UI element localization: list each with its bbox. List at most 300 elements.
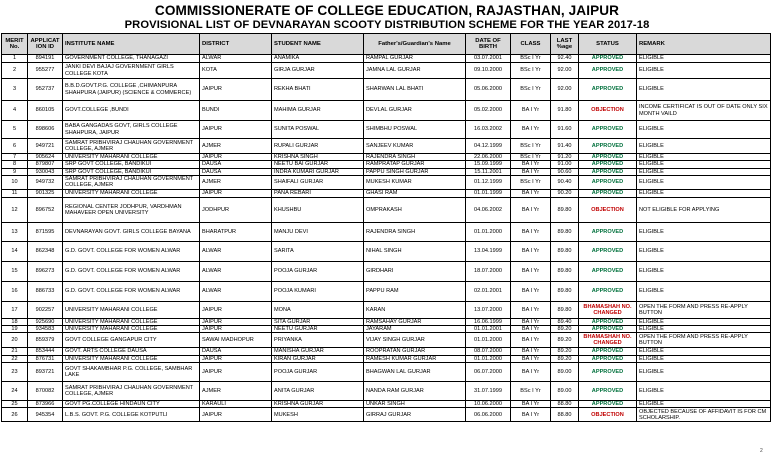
student-name-cell: SITA GURJAR <box>272 318 364 325</box>
remark-cell: ELIGIBLE <box>637 382 771 401</box>
dob-cell: 01.01.2001 <box>466 326 511 333</box>
table-row <box>2 301 771 318</box>
class-cell: BA I Yr <box>511 261 551 281</box>
class-cell: BA I Yr <box>511 408 551 422</box>
application-id-cell: 905624 <box>28 154 63 161</box>
merit-cell: 2 <box>2 63 28 79</box>
status-cell: APPROVED <box>579 154 637 161</box>
class-cell: BA I Yr <box>511 222 551 241</box>
application-id-cell: 893721 <box>28 363 63 382</box>
class-cell: BA I Yr <box>511 363 551 382</box>
last-percentage-cell: 89.20 <box>551 348 579 355</box>
remark-cell: ELIGIBLE <box>637 326 771 333</box>
remark-cell: ELIGIBLE <box>637 348 771 355</box>
dob-cell: 01.01.2000 <box>466 355 511 362</box>
remark-cell: INCOME CERTIFICAT IS OUT OF DATE ONLY SIX MONTH VAILD <box>637 101 771 121</box>
status-cell: APPROVED <box>579 222 637 241</box>
col-header-last-percentage: LAST %age <box>551 34 579 55</box>
class-cell: BA I Yr <box>511 301 551 318</box>
institute-cell: B.B.D.GOVT.P.G. COLLEGE ,CHIMANPURA SHAHPURA (JAIPUR) (SCIENCE & COMMERCE) <box>63 79 200 101</box>
student-name-cell: KRISHNA SINGH <box>272 154 364 161</box>
col-header-application-id: APPLICAT ION ID <box>28 34 63 55</box>
guardian-name-cell: GIRDHARI <box>364 261 466 281</box>
merit-list-table <box>1 33 771 422</box>
district-cell: BHARATPUR <box>200 222 272 241</box>
class-cell: BA I Yr <box>511 161 551 168</box>
guardian-name-cell: UNKAR SINGH <box>364 401 466 408</box>
last-percentage-cell: 89.80 <box>551 222 579 241</box>
dob-cell: 10.06.2000 <box>466 401 511 408</box>
merit-cell: 11 <box>2 189 28 197</box>
last-percentage-cell: 89.20 <box>551 333 579 348</box>
merit-cell: 16 <box>2 281 28 301</box>
status-cell: APPROVED <box>579 281 637 301</box>
col-header-class: CLASS <box>511 34 551 55</box>
student-name-cell: POOJA GURJAR <box>272 363 364 382</box>
institute-cell: G.D. GOVT. COLLEGE FOR WOMEN ALWAR <box>63 281 200 301</box>
guardian-name-cell: RAMPRATAP GURJAR <box>364 161 466 168</box>
district-cell: JAIPUR <box>200 363 272 382</box>
institute-cell: SRP GOVT COLLEGE, BANDIKUI <box>63 168 200 175</box>
merit-cell: 19 <box>2 326 28 333</box>
remark-cell: ELIGIBLE <box>637 241 771 261</box>
dob-cell: 01.01.2000 <box>466 333 511 348</box>
last-percentage-cell: 89.00 <box>551 363 579 382</box>
table-row <box>2 55 771 63</box>
institute-cell: G.D. GOVT. COLLEGE FOR WOMEN ALWAR <box>63 261 200 281</box>
district-cell: DAUSA <box>200 168 272 175</box>
student-name-cell: INDRA KUMARI GURJAR <box>272 168 364 175</box>
district-cell: BUNDI <box>200 101 272 121</box>
status-cell: BHAMASHAH NO. CHANGED <box>579 301 637 318</box>
district-cell: KARAULI <box>200 401 272 408</box>
student-name-cell: POOJA KUMARI <box>272 281 364 301</box>
last-percentage-cell: 91.40 <box>551 139 579 154</box>
last-percentage-cell: 91.80 <box>551 101 579 121</box>
status-cell: APPROVED <box>579 139 637 154</box>
class-cell: BA I Yr <box>511 168 551 175</box>
district-cell: ALWAR <box>200 241 272 261</box>
table-row <box>2 79 771 101</box>
table-row <box>2 222 771 241</box>
institute-cell: JANKI DEVI BAJAJ GOVERNMENT GIRLS COLLEGE KOTA <box>63 63 200 79</box>
remark-cell: OBJECTED BECAUSE OF AFFIDAVIT IS FOR CM SCHOLARSHIP. <box>637 408 771 422</box>
remark-cell: NOT ELIGIBLE FOR APPLYING <box>637 197 771 222</box>
district-cell: DAUSA <box>200 161 272 168</box>
status-cell: APPROVED <box>579 401 637 408</box>
merit-cell: 8 <box>2 161 28 168</box>
application-id-cell: 898606 <box>28 121 63 139</box>
last-percentage-cell: 89.20 <box>551 355 579 362</box>
class-cell: BSc I Yr <box>511 382 551 401</box>
remark-cell: ELIGIBLE <box>637 355 771 362</box>
page-subtitle: PROVISIONAL LIST OF DEVNARAYAN SCOOTY DISTRIBUTION SCHEME FOR THE YEAR 2017-18 <box>124 19 650 31</box>
table-row <box>2 154 771 161</box>
last-percentage-cell: 89.00 <box>551 382 579 401</box>
guardian-name-cell: GHASI RAM <box>364 189 466 197</box>
status-cell: BHAMASHAH NO. CHANGED <box>579 333 637 348</box>
student-name-cell: NEETU BAI GURJAR <box>272 161 364 168</box>
status-cell: APPROVED <box>579 355 637 362</box>
class-cell: BA I Yr <box>511 241 551 261</box>
application-id-cell: 870082 <box>28 382 63 401</box>
remark-cell: ELIGIBLE <box>637 222 771 241</box>
dob-cell: 31.07.1999 <box>466 382 511 401</box>
guardian-name-cell: NANDA RAM GURJAR <box>364 382 466 401</box>
application-id-cell: 886733 <box>28 281 63 301</box>
merit-cell: 9 <box>2 168 28 175</box>
table-row <box>2 175 771 189</box>
guardian-name-cell: DEVLAL GURJAR <box>364 101 466 121</box>
application-id-cell: 879807 <box>28 161 63 168</box>
table-row <box>2 63 771 79</box>
application-id-cell: 955277 <box>28 63 63 79</box>
district-cell: JAIPUR <box>200 408 272 422</box>
class-cell: BSc I Yr <box>511 139 551 154</box>
student-name-cell: SHAIFALI GURJAR <box>272 175 364 189</box>
dob-cell: 06.06.2000 <box>466 408 511 422</box>
class-cell: BSc I Yr <box>511 79 551 101</box>
student-name-cell: PRIYANKA <box>272 333 364 348</box>
student-name-cell: SARITA <box>272 241 364 261</box>
remark-cell: ELIGIBLE <box>637 168 771 175</box>
page-number: 2 <box>760 448 763 454</box>
district-cell: ALWAR <box>200 261 272 281</box>
dob-cell: 05.06.2000 <box>466 79 511 101</box>
remark-cell: OPEN THE FORM AND PRESS RE-APPLY BUTTON <box>637 333 771 348</box>
student-name-cell: MUKESH <box>272 408 364 422</box>
table-row <box>2 408 771 422</box>
table-row <box>2 168 771 175</box>
dob-cell: 22.06.2000 <box>466 154 511 161</box>
application-id-cell: 934583 <box>28 326 63 333</box>
institute-cell: UNIVERSITY MAHARANI COLLEGE <box>63 355 200 362</box>
guardian-name-cell: OMPRAKASH <box>364 197 466 222</box>
guardian-name-cell: BHAGWAN LAL GURJAR <box>364 363 466 382</box>
institute-cell: L.B.S. GOVT. P.G. COLLEGE KOTPUTLI <box>63 408 200 422</box>
district-cell: DAUSA <box>200 348 272 355</box>
remark-cell: ELIGIBLE <box>637 401 771 408</box>
last-percentage-cell: 91.00 <box>551 161 579 168</box>
last-percentage-cell: 92.00 <box>551 79 579 101</box>
remark-cell: ELIGIBLE <box>637 79 771 101</box>
student-name-cell: NEETU GURJAR <box>272 326 364 333</box>
guardian-name-cell: MUKESH KUMAR <box>364 175 466 189</box>
last-percentage-cell: 90.40 <box>551 175 579 189</box>
dob-cell: 01.12.1999 <box>466 175 511 189</box>
class-cell: BA I Yr <box>511 318 551 325</box>
col-header-merit: MERIT No. <box>2 34 28 55</box>
guardian-name-cell: PAPPU RAM <box>364 281 466 301</box>
application-id-cell: 873966 <box>28 401 63 408</box>
col-header-district: DISTRICT <box>200 34 272 55</box>
district-cell: JAIPUR <box>200 189 272 197</box>
application-id-cell: 902257 <box>28 301 63 318</box>
merit-cell: 1 <box>2 55 28 63</box>
status-cell: OBJECTION <box>579 408 637 422</box>
status-cell: APPROVED <box>579 121 637 139</box>
last-percentage-cell: 92.40 <box>551 55 579 63</box>
dob-cell: 18.07.2000 <box>466 261 511 281</box>
table-row <box>2 121 771 139</box>
status-cell: OBJECTION <box>579 101 637 121</box>
status-cell: APPROVED <box>579 79 637 101</box>
application-id-cell: 871595 <box>28 222 63 241</box>
guardian-name-cell: KARAN <box>364 301 466 318</box>
table-row <box>2 348 771 355</box>
student-name-cell: ANAMIKA <box>272 55 364 63</box>
application-id-cell: 930043 <box>28 168 63 175</box>
remark-cell: ELIGIBLE <box>637 55 771 63</box>
merit-cell: 22 <box>2 355 28 362</box>
guardian-name-cell: RAMSAHAY GURJAR <box>364 318 466 325</box>
merit-cell: 26 <box>2 408 28 422</box>
class-cell: BA I Yr <box>511 326 551 333</box>
merit-cell: 5 <box>2 121 28 139</box>
dob-cell: 15.09.1999 <box>466 161 511 168</box>
dob-cell: 13.04.1999 <box>466 241 511 261</box>
table-row <box>2 382 771 401</box>
application-id-cell: 876731 <box>28 355 63 362</box>
table-row <box>2 355 771 362</box>
remark-cell: ELIGIBLE <box>637 154 771 161</box>
table-row <box>2 318 771 325</box>
remark-cell: ELIGIBLE <box>637 139 771 154</box>
last-percentage-cell: 89.80 <box>551 301 579 318</box>
class-cell: BSc I Yr <box>511 55 551 63</box>
class-cell: BA I Yr <box>511 348 551 355</box>
table-row <box>2 197 771 222</box>
application-id-cell: 925690 <box>28 318 63 325</box>
table-row <box>2 281 771 301</box>
application-id-cell: 859379 <box>28 333 63 348</box>
table-header-row <box>2 34 771 55</box>
merit-cell: 20 <box>2 333 28 348</box>
class-cell: BSc I Yr <box>511 63 551 79</box>
institute-cell: SAMRAT PRIBHVIRAJ CHAUHAN GOVERNMENT COLLEGE, AJMER <box>63 382 200 401</box>
col-header-dob: DATE OF BIRTH <box>466 34 511 55</box>
district-cell: JODHPUR <box>200 197 272 222</box>
col-header-student: STUDENT NAME <box>272 34 364 55</box>
merit-cell: 10 <box>2 175 28 189</box>
status-cell: APPROVED <box>579 189 637 197</box>
guardian-name-cell: SHIMBHU POSWAL <box>364 121 466 139</box>
last-percentage-cell: 89.80 <box>551 241 579 261</box>
application-id-cell: 853444 <box>28 348 63 355</box>
class-cell: BA I Yr <box>511 197 551 222</box>
dob-cell: 15.11.2001 <box>466 168 511 175</box>
last-percentage-cell: 90.20 <box>551 189 579 197</box>
district-cell: AJMER <box>200 175 272 189</box>
guardian-name-cell: SHARWAN LAL BHATI <box>364 79 466 101</box>
merit-cell: 12 <box>2 197 28 222</box>
table-row <box>2 401 771 408</box>
table-row <box>2 139 771 154</box>
table-row <box>2 333 771 348</box>
application-id-cell: 860105 <box>28 101 63 121</box>
guardian-name-cell: VIJAY SINGH GURJAR <box>364 333 466 348</box>
table-row <box>2 101 771 121</box>
merit-cell: 15 <box>2 261 28 281</box>
page-title: COMMISSIONERATE OF COLLEGE EDUCATION, RAJASTHAN, JAIPUR <box>154 3 620 18</box>
merit-cell: 21 <box>2 348 28 355</box>
merit-cell: 7 <box>2 154 28 161</box>
merit-cell: 14 <box>2 241 28 261</box>
district-cell: JAIPUR <box>200 355 272 362</box>
guardian-name-cell: ROOPRATAN GURJAR <box>364 348 466 355</box>
remark-cell: ELIGIBLE <box>637 261 771 281</box>
institute-cell: DEVNARAYAN GOVT. GIRLS COLLEGE BAYANA <box>63 222 200 241</box>
student-name-cell: SUNITA POSWAL <box>272 121 364 139</box>
remark-cell: ELIGIBLE <box>637 189 771 197</box>
dob-cell: 16.06.1999 <box>466 318 511 325</box>
guardian-name-cell: SANJEEV KUMAR <box>364 139 466 154</box>
class-cell: BA I Yr <box>511 101 551 121</box>
institute-cell: GOVT. ARTS COLLEGE DAUSA <box>63 348 200 355</box>
merit-cell: 3 <box>2 79 28 101</box>
last-percentage-cell: 92.00 <box>551 63 579 79</box>
student-name-cell: ANITA GURJAR <box>272 382 364 401</box>
application-id-cell: 862348 <box>28 241 63 261</box>
table-row <box>2 363 771 382</box>
status-cell: APPROVED <box>579 241 637 261</box>
last-percentage-cell: 89.20 <box>551 326 579 333</box>
institute-cell: GOVT.COLLEGE ,BUNDI <box>63 101 200 121</box>
status-cell: APPROVED <box>579 175 637 189</box>
status-cell: APPROVED <box>579 382 637 401</box>
class-cell: BA I Yr <box>511 281 551 301</box>
guardian-name-cell: JAMNA LAL GURJAR <box>364 63 466 79</box>
col-header-institute: INSTITUTE NAME <box>63 34 200 55</box>
application-id-cell: 952737 <box>28 79 63 101</box>
student-name-cell: PANA REBARI <box>272 189 364 197</box>
student-name-cell: REKHA BHATI <box>272 79 364 101</box>
institute-cell: BABA GANGADAS GOVT, GIRLS COLLEGE SHAHPURA, JAIPUR <box>63 121 200 139</box>
application-id-cell: 949721 <box>28 139 63 154</box>
last-percentage-cell: 89.80 <box>551 261 579 281</box>
merit-cell: 25 <box>2 401 28 408</box>
class-cell: BA I Yr <box>511 333 551 348</box>
institute-cell: UNIVERSITY MAHARANI COLLEGE <box>63 154 200 161</box>
student-name-cell: KRISHNA GURJAR <box>272 401 364 408</box>
remark-cell: ELIGIBLE <box>637 281 771 301</box>
application-id-cell: 901325 <box>28 189 63 197</box>
student-name-cell: RUPALI GURJAR <box>272 139 364 154</box>
remark-cell: OPEN THE FORM AND PRESS RE-APPLY BUTTON <box>637 301 771 318</box>
remark-cell: ELIGIBLE <box>637 175 771 189</box>
application-id-cell: 896273 <box>28 261 63 281</box>
class-cell: BA I Yr <box>511 189 551 197</box>
class-cell: BSc I Yr <box>511 154 551 161</box>
dob-cell: 04.06.2002 <box>466 197 511 222</box>
student-name-cell: MANJU DEVI <box>272 222 364 241</box>
district-cell: JAIPUR <box>200 121 272 139</box>
col-header-guardian: Father's/Guardian's Name <box>364 34 466 55</box>
status-cell: APPROVED <box>579 168 637 175</box>
guardian-name-cell: JAYARAM <box>364 326 466 333</box>
district-cell: ALWAR <box>200 55 272 63</box>
status-cell: APPROVED <box>579 318 637 325</box>
dob-cell: 05.02.2000 <box>466 101 511 121</box>
application-id-cell: 945354 <box>28 408 63 422</box>
last-percentage-cell: 91.20 <box>551 154 579 161</box>
status-cell: APPROVED <box>579 348 637 355</box>
institute-cell: GOVERNMENT COLLEGE, THANAGAZI <box>63 55 200 63</box>
dob-cell: 04.12.1999 <box>466 139 511 154</box>
district-cell: JAIPUR <box>200 326 272 333</box>
application-id-cell: 896752 <box>28 197 63 222</box>
merit-cell: 18 <box>2 318 28 325</box>
status-cell: APPROVED <box>579 63 637 79</box>
table-row <box>2 261 771 281</box>
col-header-remark: REMARK <box>637 34 771 55</box>
merit-cell: 6 <box>2 139 28 154</box>
guardian-name-cell: GIRRAJ GURJAR <box>364 408 466 422</box>
institute-cell: GOVT COLLEGE GANGAPUR CITY <box>63 333 200 348</box>
last-percentage-cell: 89.80 <box>551 197 579 222</box>
last-percentage-cell: 89.40 <box>551 318 579 325</box>
dob-cell: 03.07.2001 <box>466 55 511 63</box>
status-cell: APPROVED <box>579 161 637 168</box>
class-cell: BA I Yr <box>511 355 551 362</box>
dob-cell: 01.01.1999 <box>466 189 511 197</box>
student-name-cell: KHUSHBU <box>272 197 364 222</box>
status-cell: APPROVED <box>579 326 637 333</box>
institute-cell: SRP GOVT COLLEGE, BANDIKUI <box>63 161 200 168</box>
status-cell: APPROVED <box>579 261 637 281</box>
guardian-name-cell: NIHAL SINGH <box>364 241 466 261</box>
class-cell: BA I Yr <box>511 121 551 139</box>
remark-cell: ELIGIBLE <box>637 121 771 139</box>
district-cell: JAIPUR <box>200 79 272 101</box>
last-percentage-cell: 91.60 <box>551 121 579 139</box>
student-name-cell: POOJA GURJAR <box>272 261 364 281</box>
remark-cell: ELIGIBLE <box>637 63 771 79</box>
class-cell: BA I Yr <box>511 401 551 408</box>
institute-cell: SAMRAT PRIBHVIRAJ CHAUHAN GOVERNMENT COLLEGE, AJMER <box>63 175 200 189</box>
institute-cell: SAMRAT PRIBHVIRAJ CHAUHAN GOVERNMENT COLLEGE, AJMER <box>63 139 200 154</box>
merit-cell: 23 <box>2 363 28 382</box>
dob-cell: 13.07.2000 <box>466 301 511 318</box>
last-percentage-cell: 90.60 <box>551 168 579 175</box>
student-name-cell: MONA <box>272 301 364 318</box>
col-header-status: STATUS <box>579 34 637 55</box>
guardian-name-cell: RAJENDRA SINGH <box>364 222 466 241</box>
table-row <box>2 326 771 333</box>
dob-cell: 01.01.2000 <box>466 222 511 241</box>
table-row <box>2 241 771 261</box>
table-row <box>2 189 771 197</box>
last-percentage-cell: 89.80 <box>551 281 579 301</box>
dob-cell: 16.03.2002 <box>466 121 511 139</box>
dob-cell: 02.01.2001 <box>466 281 511 301</box>
status-cell: APPROVED <box>579 55 637 63</box>
merit-cell: 17 <box>2 301 28 318</box>
district-cell: KOTA <box>200 63 272 79</box>
institute-cell: UNIVERSITY MAHARANI COLLEGE <box>63 318 200 325</box>
guardian-name-cell: RAJENDRA SINGH <box>364 154 466 161</box>
remark-cell: ELIGIBLE <box>637 363 771 382</box>
district-cell: AJMER <box>200 382 272 401</box>
student-name-cell: MAHIMA GURJAR <box>272 101 364 121</box>
merit-cell: 24 <box>2 382 28 401</box>
student-name-cell: KIRAN GURJAR <box>272 355 364 362</box>
institute-cell: GOVT PG.COLLEGE HINDAUN CITY <box>63 401 200 408</box>
institute-cell: UNIVERSITY MAHARANI COLLEGE <box>63 326 200 333</box>
institute-cell: UNIVERSITY MAHARANI COLLEGE <box>63 301 200 318</box>
status-cell: APPROVED <box>579 363 637 382</box>
table-row <box>2 161 771 168</box>
